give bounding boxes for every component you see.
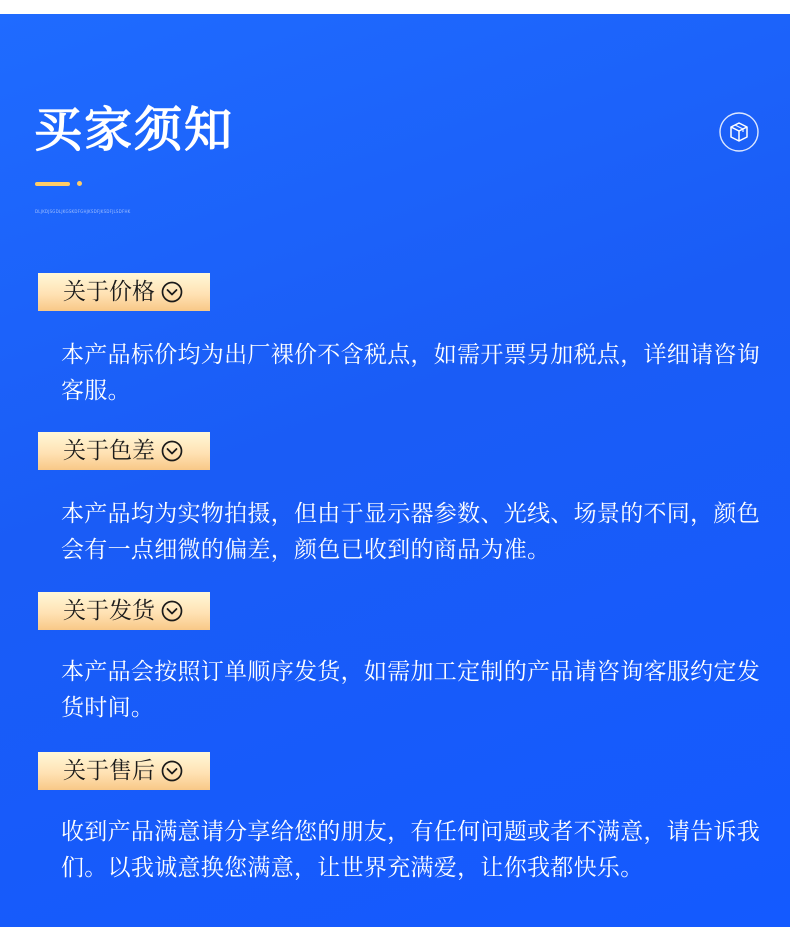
shipping-tag-label: 关于发货 <box>63 598 155 624</box>
title-accent-dot <box>77 181 82 186</box>
shipping-description: 本产品会按照订单顺序发货，如需加工定制的产品请咨询客服约定发货时间。 <box>61 659 760 721</box>
color-tag-button[interactable] <box>38 432 210 470</box>
page-title: 买家须知 <box>34 102 235 158</box>
price-description: 本产品标价均为出厂裸价不含税点，如需开票另加税点，详细请咨询客服。 <box>61 342 760 404</box>
color-description: 本产品均为实物拍摄，但由于显示器参数、光线、场景的不同，颜色会有一点细微的偏差，颜色已收到的商品为准。 <box>61 501 760 563</box>
price-tag-label: 关于价格 <box>63 279 155 305</box>
chevron-down-circle-icon <box>161 277 183 299</box>
after-sales-tag-label: 关于售后 <box>63 758 155 784</box>
chevron-down-circle-icon <box>161 436 183 458</box>
shipping-tag-button[interactable] <box>38 592 210 630</box>
after-sales-tag-button[interactable] <box>38 752 210 790</box>
title-accent-line <box>35 182 70 186</box>
color-tag-label: 关于色差 <box>63 438 155 464</box>
package-cube-icon <box>719 112 759 152</box>
chevron-down-circle-icon <box>161 756 183 778</box>
notice-panel <box>0 14 790 927</box>
after-sales-description: 收到产品满意请分享给您的朋友，有任何问题或者不满意，请告诉我们。以我诚意换您满意，让世界充满爱，让你我都快乐。 <box>61 819 760 881</box>
small-subtitle: DLJKDJSGDLJKGSKDFGHJKSDFJKSDFJLSDFHK <box>35 209 131 214</box>
price-tag-button[interactable] <box>38 273 210 311</box>
chevron-down-circle-icon <box>161 596 183 618</box>
